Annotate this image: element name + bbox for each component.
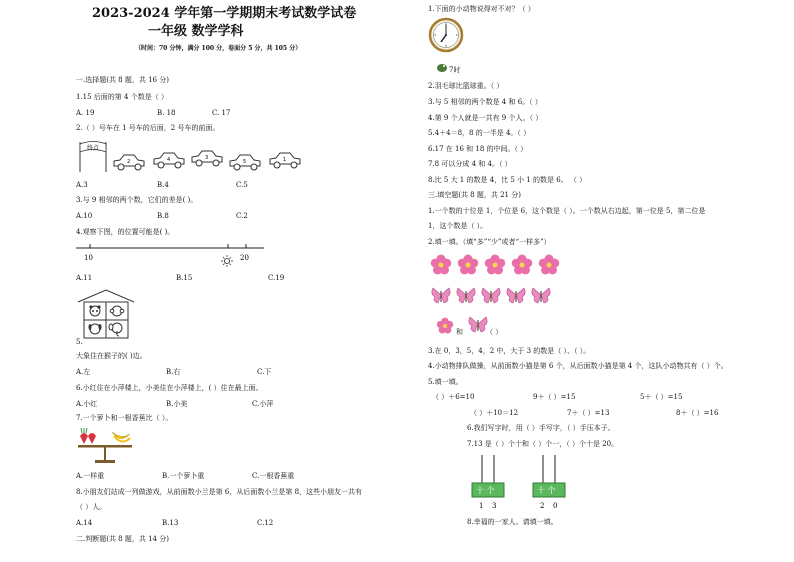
number-line xyxy=(76,242,276,266)
clock-icon xyxy=(428,16,466,58)
f2-text: 2.填一填。（填“多”“少”或者“一样多”） xyxy=(428,238,551,246)
j3-text: 3.与 5 相邻的两个数是 4 和 6。（ ） xyxy=(428,98,542,106)
flower-icon xyxy=(458,255,478,275)
f3-text: 3.在 0，3，5，4，2 中，大于 3 的数是（ ）、（ ）。 xyxy=(428,347,591,355)
f5-text: 5.填一填。 xyxy=(428,378,463,386)
abacus-digit: 0 xyxy=(553,502,558,510)
abacus-digit: 2 xyxy=(540,502,545,510)
q8-text-cont: （ ）人。 xyxy=(76,503,107,511)
flower-icon xyxy=(485,255,505,275)
j6-text: 6.17 在 16 和 18 的中间。（ ） xyxy=(428,145,528,153)
car-icon xyxy=(192,151,222,166)
butterflies-row xyxy=(430,284,562,308)
q5-option-c[interactable]: C.下 xyxy=(257,368,272,376)
f5-equation[interactable]: 9＋（ ）=15 xyxy=(533,393,576,401)
banana-icon xyxy=(112,432,130,442)
q1-option-a[interactable]: A. 19 xyxy=(76,109,95,117)
f2-and: 和 xyxy=(456,328,463,336)
butterfly-icon xyxy=(532,288,550,303)
q6-text: 6.小红住在小萍楼上，小美住在小萍楼上，( ）住在最上面。 xyxy=(76,384,263,392)
f5-equation[interactable]: （ ）＋10＝12 xyxy=(470,409,519,417)
f5-equation[interactable]: 8＋（ ）=16 xyxy=(676,409,719,417)
j5-text: 5.4＋4＝8，8 的一半是 4。（ ） xyxy=(428,129,531,137)
q4-option-c[interactable]: C.19 xyxy=(268,274,285,282)
car-number: 1 xyxy=(283,157,287,163)
q5-number: 5. xyxy=(76,338,83,346)
flower-icon xyxy=(539,255,559,275)
car-number: 2 xyxy=(127,159,131,165)
q8-option-b[interactable]: B.13 xyxy=(162,519,179,527)
q1-option-c[interactable]: C. 17 xyxy=(212,109,231,117)
q3-option-b[interactable]: B.8 xyxy=(157,212,169,220)
abacus-digit: 1 xyxy=(479,502,484,510)
f2-answer-blank[interactable]: （ ） xyxy=(486,328,503,336)
flower-icon xyxy=(436,317,454,335)
f5-equation[interactable]: 7＋（ ）=13 xyxy=(567,409,610,417)
sun-icon xyxy=(221,255,233,267)
flowers-row xyxy=(430,253,562,277)
section-fill: 三.填空题(共 8 题，共 21 分) xyxy=(428,191,521,199)
f1-text: 1.一个数的十位是 1，个位是 6，这个数是（ ）。一个数从右边起，第一位是 5，第二位是 xyxy=(428,207,706,215)
q5-option-a[interactable]: A.左 xyxy=(76,368,91,376)
tick-label: 10 xyxy=(84,254,93,262)
radish-icon xyxy=(80,428,96,444)
q7-option-b[interactable]: B.一个萝卜重 xyxy=(162,472,205,480)
bird-icon xyxy=(436,61,448,73)
car-number: 3 xyxy=(205,155,209,161)
f1-text-cont: 1，这个数是（ ）。 xyxy=(428,222,488,230)
q4-option-b[interactable]: B.15 xyxy=(176,274,193,282)
j2-text: 2.羽毛球比篮球重。（ ） xyxy=(428,82,504,90)
q2-option-a[interactable]: A.3 xyxy=(76,181,88,189)
q6-option-a[interactable]: A.小红 xyxy=(76,400,98,408)
car-icon xyxy=(230,155,260,170)
flower-icon xyxy=(431,255,451,275)
f5-equation[interactable]: （ ）＋6=10 xyxy=(432,393,475,401)
q8-option-a[interactable]: A.14 xyxy=(76,519,93,527)
section-judge: 二.判断题(共 8 题，共 14 分) xyxy=(76,535,169,543)
q1-text: 1.15 后面的第 4 个数是（ ） xyxy=(76,93,168,101)
q6-option-b[interactable]: B.小美 xyxy=(166,400,188,408)
car-icon xyxy=(114,155,144,170)
car-icon xyxy=(154,153,184,168)
q5-text: 大象住在猴子的( )边。 xyxy=(76,352,147,360)
cars-illustration xyxy=(76,138,306,174)
q1-option-b[interactable]: B. 18 xyxy=(157,109,176,117)
flag-label: 终点 xyxy=(87,145,100,152)
animal-house-illustration xyxy=(76,288,136,340)
clock-caption: 7时 xyxy=(449,66,461,74)
butterfly-icon xyxy=(468,316,488,334)
balance-scale-illustration xyxy=(76,428,134,464)
q8-text: 8.小朋友们站成一列做游戏，从前面数小兰是第 6，从后面数小兰是第 8，这些小朋友一共有 xyxy=(76,488,363,496)
abacus-icon xyxy=(470,453,510,513)
q3-text: 3.与 9 相邻的两个数，它们的差是( )。 xyxy=(76,196,198,204)
section-choice: 一.选择题(共 8 题，共 16 分) xyxy=(76,76,169,84)
tick-label: 20 xyxy=(240,254,249,262)
j7-text: 7.8 可以分成 4 和 4。（ ） xyxy=(428,160,512,168)
q7-text: 7.一个萝卜和一根香蕉比（ ）。 xyxy=(76,414,173,422)
car-number: 5 xyxy=(243,159,247,165)
q2-option-b[interactable]: B.4 xyxy=(157,181,169,189)
exam-title: 2023-2024 学年第一学期期末考试数学试卷 xyxy=(92,6,357,21)
butterfly-icon xyxy=(457,288,475,303)
butterfly-icon xyxy=(507,288,525,303)
q7-option-a[interactable]: A.一样重 xyxy=(76,472,105,480)
f4-text: 4.小动物排队做操，从前面数小猫是第 6 个，从后面数小猫是第 4 个，这队小动物共有（ ）个。 xyxy=(428,362,728,370)
car-number: 4 xyxy=(167,157,171,163)
f5-equation[interactable]: 5＋（ ）=15 xyxy=(640,393,683,401)
q7-option-c[interactable]: C.一根香蕉重 xyxy=(252,472,295,480)
f7-text: 7.13 是（ ）个十和（ ）个一，（ ）个十是 20。 xyxy=(467,440,619,448)
q3-option-a[interactable]: A.10 xyxy=(76,212,93,220)
q4-option-a[interactable]: A.11 xyxy=(76,274,93,282)
exam-info: （时间：70 分钟，满分 100 分，卷面分 5 分，共 105 分） xyxy=(135,45,302,52)
abacus-label: 十 个 xyxy=(537,486,556,495)
q4-text: 4.观察下图，的位置可能是( )。 xyxy=(76,228,175,236)
finish-flag-icon xyxy=(80,142,106,173)
j8-text: 8.比 5 大 1 的数是 4，比 5 小 1 的数是 6。 （ ） xyxy=(428,176,587,184)
q2-text: 2.（ ）号车在 1 号车的后面，2 号车的前面。 xyxy=(76,124,220,132)
q5-option-b[interactable]: B.右 xyxy=(166,368,181,376)
butterfly-icon xyxy=(482,288,500,303)
q8-option-c[interactable]: C.12 xyxy=(257,519,274,527)
panda-icon xyxy=(89,305,100,316)
abacus-label: 十 个 xyxy=(476,486,495,495)
q6-option-c[interactable]: C.小萍 xyxy=(252,400,274,408)
q3-option-c[interactable]: C.2 xyxy=(236,212,248,220)
butterfly-icon xyxy=(432,288,450,303)
exam-subtitle: 一年级 数学学科 xyxy=(148,24,244,39)
f6-text: 6.我们写字时，用（ ）手写字，（ ）手压本子。 xyxy=(467,424,615,432)
j1-text: 1.下面的小动物说得对不对？（ ） xyxy=(428,5,535,13)
f8-text: 8.幸福的一家人。请填一填。 xyxy=(467,518,558,526)
abacus-icon xyxy=(531,453,571,513)
car-icon xyxy=(270,153,300,168)
j4-text: 4.第 9 个人就是一共有 9 个人。（ ） xyxy=(428,114,543,122)
q2-option-c[interactable]: C.5 xyxy=(236,181,248,189)
flower-icon xyxy=(512,255,532,275)
abacus-digit: 3 xyxy=(492,502,497,510)
